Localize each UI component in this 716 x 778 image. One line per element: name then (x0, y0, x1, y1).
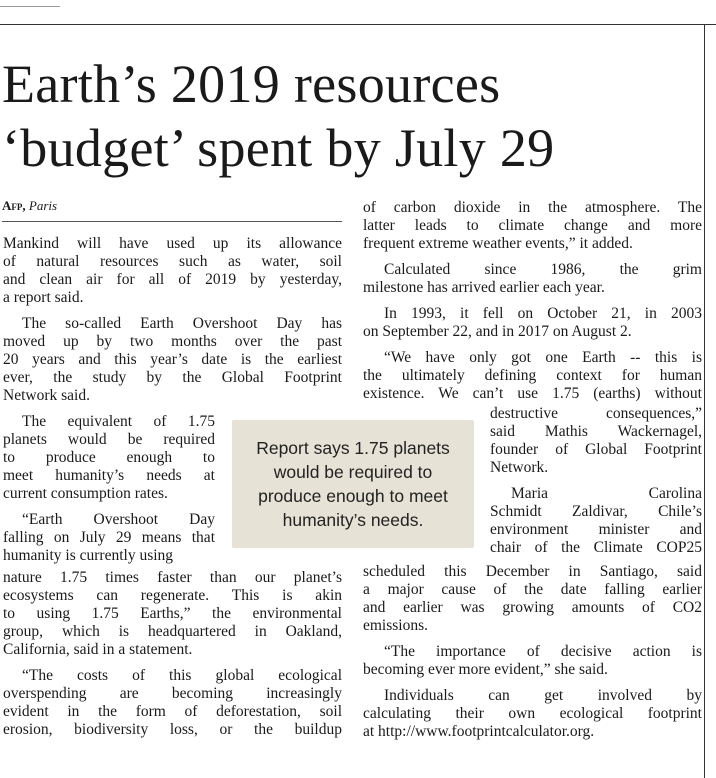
pull-quote-line: would be required to (273, 462, 433, 482)
article-line: moved up by two months over the past (3, 333, 342, 350)
article-line: nature 1.75 times faster than our planet’s (3, 569, 342, 586)
article-line: emissions. (363, 617, 429, 634)
headline (2, 52, 702, 180)
article-line: at http://www.footprintcalculator.org. (363, 723, 595, 740)
article-line: Individuals can get involved by (384, 687, 702, 704)
article-line: “The costs of this global ecological (22, 667, 342, 684)
article-line: environment minister and (490, 521, 702, 538)
article-line: In 1993, it fell on October 21, in 2003 (384, 305, 702, 322)
article-line: “We have only got one Earth -- this is (384, 349, 702, 366)
article-line: of natural resources such as water, soil (3, 253, 342, 270)
article-line: of carbon dioxide in the atmosphere. The (363, 199, 702, 216)
article-line: humanity is currently using (3, 547, 174, 564)
article-line: current consumption rates. (3, 485, 168, 502)
pull-quote-text (232, 436, 474, 532)
article-line: Mankind will have used up its allowance (3, 235, 342, 252)
article-line: becoming ever more evident,” she said. (363, 661, 608, 678)
article-line: founder of Global Footprint (490, 441, 702, 458)
article-line: said Mathis Wackernagel, (490, 423, 702, 440)
headline-line-2: ‘budget’ spent by July 29 (2, 118, 555, 178)
byline-agency: Afp, (2, 198, 26, 213)
byline-rule (2, 221, 342, 222)
article-line: “Earth Overshoot Day (22, 511, 215, 528)
article-line: erosion, biodiversity loss, or the buildup (3, 721, 342, 738)
article-line: destructive consequences,” (490, 405, 702, 422)
article-line: latter leads to climate change and more (363, 217, 702, 234)
article-line: “The importance of decisive action is (384, 643, 702, 660)
article-line: chair of the Climate COP25 (490, 539, 702, 556)
article-line: to produce enough to (3, 449, 215, 466)
top-rule (0, 24, 716, 25)
article-line: group, which is headquartered in Oakland, (3, 623, 342, 640)
article-line: Network said. (3, 387, 90, 404)
article-line: a major cause of the date falling earlier (363, 581, 702, 598)
article-line: calculating their own ecological footprint (363, 705, 702, 722)
pull-quote-line: Report says 1.75 planets (256, 438, 450, 458)
article-line: California, said in a statement. (3, 641, 193, 658)
article-line: ever, the study by the Global Footprint (3, 369, 342, 386)
article-line: 20 years and this year’s date is the earliest (3, 351, 342, 368)
article-line: meet humanity’s needs at (3, 467, 215, 484)
article-line: planets would be required (3, 431, 215, 448)
article-line: The equivalent of 1.75 (22, 413, 215, 430)
right-edge-rule (704, 24, 705, 778)
pull-quote-line: humanity’s needs. (282, 510, 424, 530)
pull-quote-line: produce enough to meet (258, 486, 448, 506)
article-line: and earlier was growing amounts of CO2 (363, 599, 702, 616)
article-line: ecosystems can regenerate. This is akin (3, 587, 342, 604)
article-line: to using 1.75 Earths,” the environmental (3, 605, 342, 622)
headline-line-1: Earth’s 2019 resources (2, 54, 501, 114)
pull-quote-box (232, 420, 474, 548)
article-line: scheduled this December in Santiago, said (363, 563, 702, 580)
article-line: Network. (490, 459, 549, 476)
article-line: on September 22, and in 2017 on August 2. (363, 323, 632, 340)
article-line: Schmidt Zaldivar, Chile’s (490, 503, 702, 520)
article-line: overspending are becoming increasingly (3, 685, 342, 702)
article-line: frequent extreme weather events,” it added. (363, 235, 633, 252)
article-line: Calculated since 1986, the grim (384, 261, 702, 278)
article-line: the ultimately defining context for human (363, 367, 702, 384)
article-line: milestone has arrived earlier each year. (363, 279, 605, 296)
top-edge-mark (0, 0, 60, 7)
article-line: a report said. (3, 289, 84, 306)
article-line: Maria Carolina (511, 485, 702, 502)
article-line: The so-called Earth Overshoot Day has (22, 315, 342, 332)
article-line: and clean air for all of 2019 by yesterday, (3, 271, 342, 288)
byline-location: Paris (28, 198, 58, 213)
article-line: falling on July 29 means that (3, 529, 215, 546)
article-line: existence. We can’t use 1.75 (earths) without (363, 385, 702, 402)
byline (2, 198, 57, 214)
article-line: evident in the form of deforestation, soil (3, 703, 342, 720)
